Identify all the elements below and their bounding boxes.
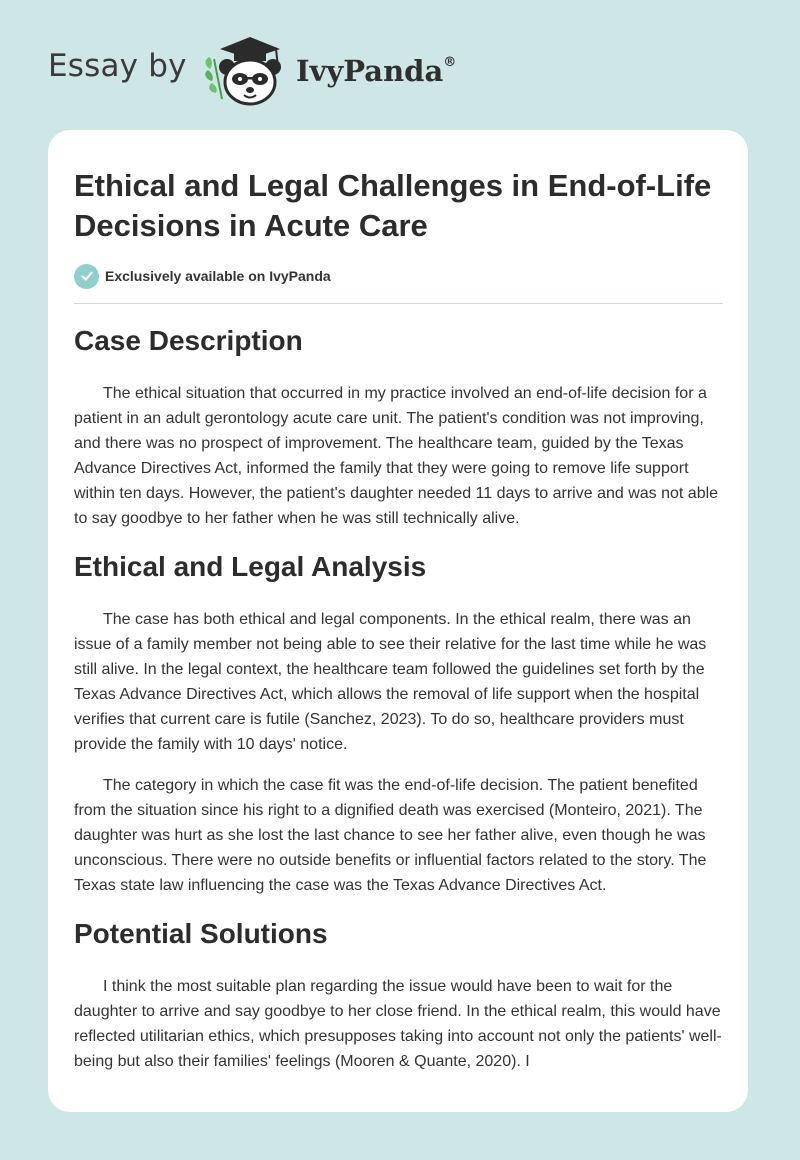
section-heading: Case Description	[74, 325, 303, 356]
site-header	[0, 0, 800, 130]
paragraph: The case has both ethical and legal components. In the ethical realm, there was an issue of a family member not being able to see their relative for the last time while he was still alive. In the legal context, the healthcare team followed the guidelines set forth by the Texas Advance Directives Act, which allows the removal of life support when the hospital verifies that current care is futile (Sanchez, 2023). To do so, healthcare providers must provide the family with 10 days' notice.	[74, 611, 707, 753]
registered-mark: ®	[443, 55, 457, 71]
article-title: Ethical and Legal Challenges in End-of-Life Decisions in Acute Care	[74, 168, 712, 243]
section-heading: Ethical and Legal Analysis	[74, 551, 427, 582]
brand-text: IvyPanda	[296, 54, 444, 88]
badge-label: Exclusively available on IvyPanda	[105, 268, 331, 284]
divider	[74, 303, 723, 304]
paragraph: I think the most suitable plan regarding the issue would have been to wait for the daughter to arrive and say goodbye to her close friend. In the ethical realm, this would have reflected utilitarian ethics, which presupposes taking into account not only the patients' well-being but also their families' feelings (Mooren & Quante, 2020). I	[74, 978, 722, 1070]
brand-name[interactable]	[296, 54, 456, 88]
essay-by-label: Essay by	[48, 48, 187, 84]
exclusive-badge	[74, 263, 331, 289]
article-card	[48, 130, 748, 1112]
article-body	[74, 323, 726, 1090]
paragraph: The ethical situation that occurred in my practice involved an end-of-life decision for a patient in an adult gerontology acute care unit. The patient's condition was not improving, and there was no prospect of improvement. The healthcare team, guided by the Texas Advance Directives Act, informed the family that they were going to remove life support within ten days. However, the patient's daughter needed 11 days to arrive and was not able to say goodbye to her father when he was still technically alive.	[74, 385, 719, 527]
section-heading: Potential Solutions	[74, 918, 328, 949]
paragraph: The category in which the case fit was the end-of-life decision. The patient benefited from the situation since his right to a dignified death was exercised (Monteiro, 2021). The daughter was hurt as she lost the last chance to see her father alive, even though he was unconscious. There were no outside benefits or influential factors related to the story. The Texas state law influencing the case was the Texas Advance Directives Act.	[74, 777, 707, 894]
check-circle-icon	[74, 264, 99, 289]
ivypanda-logo-icon[interactable]	[200, 35, 292, 109]
